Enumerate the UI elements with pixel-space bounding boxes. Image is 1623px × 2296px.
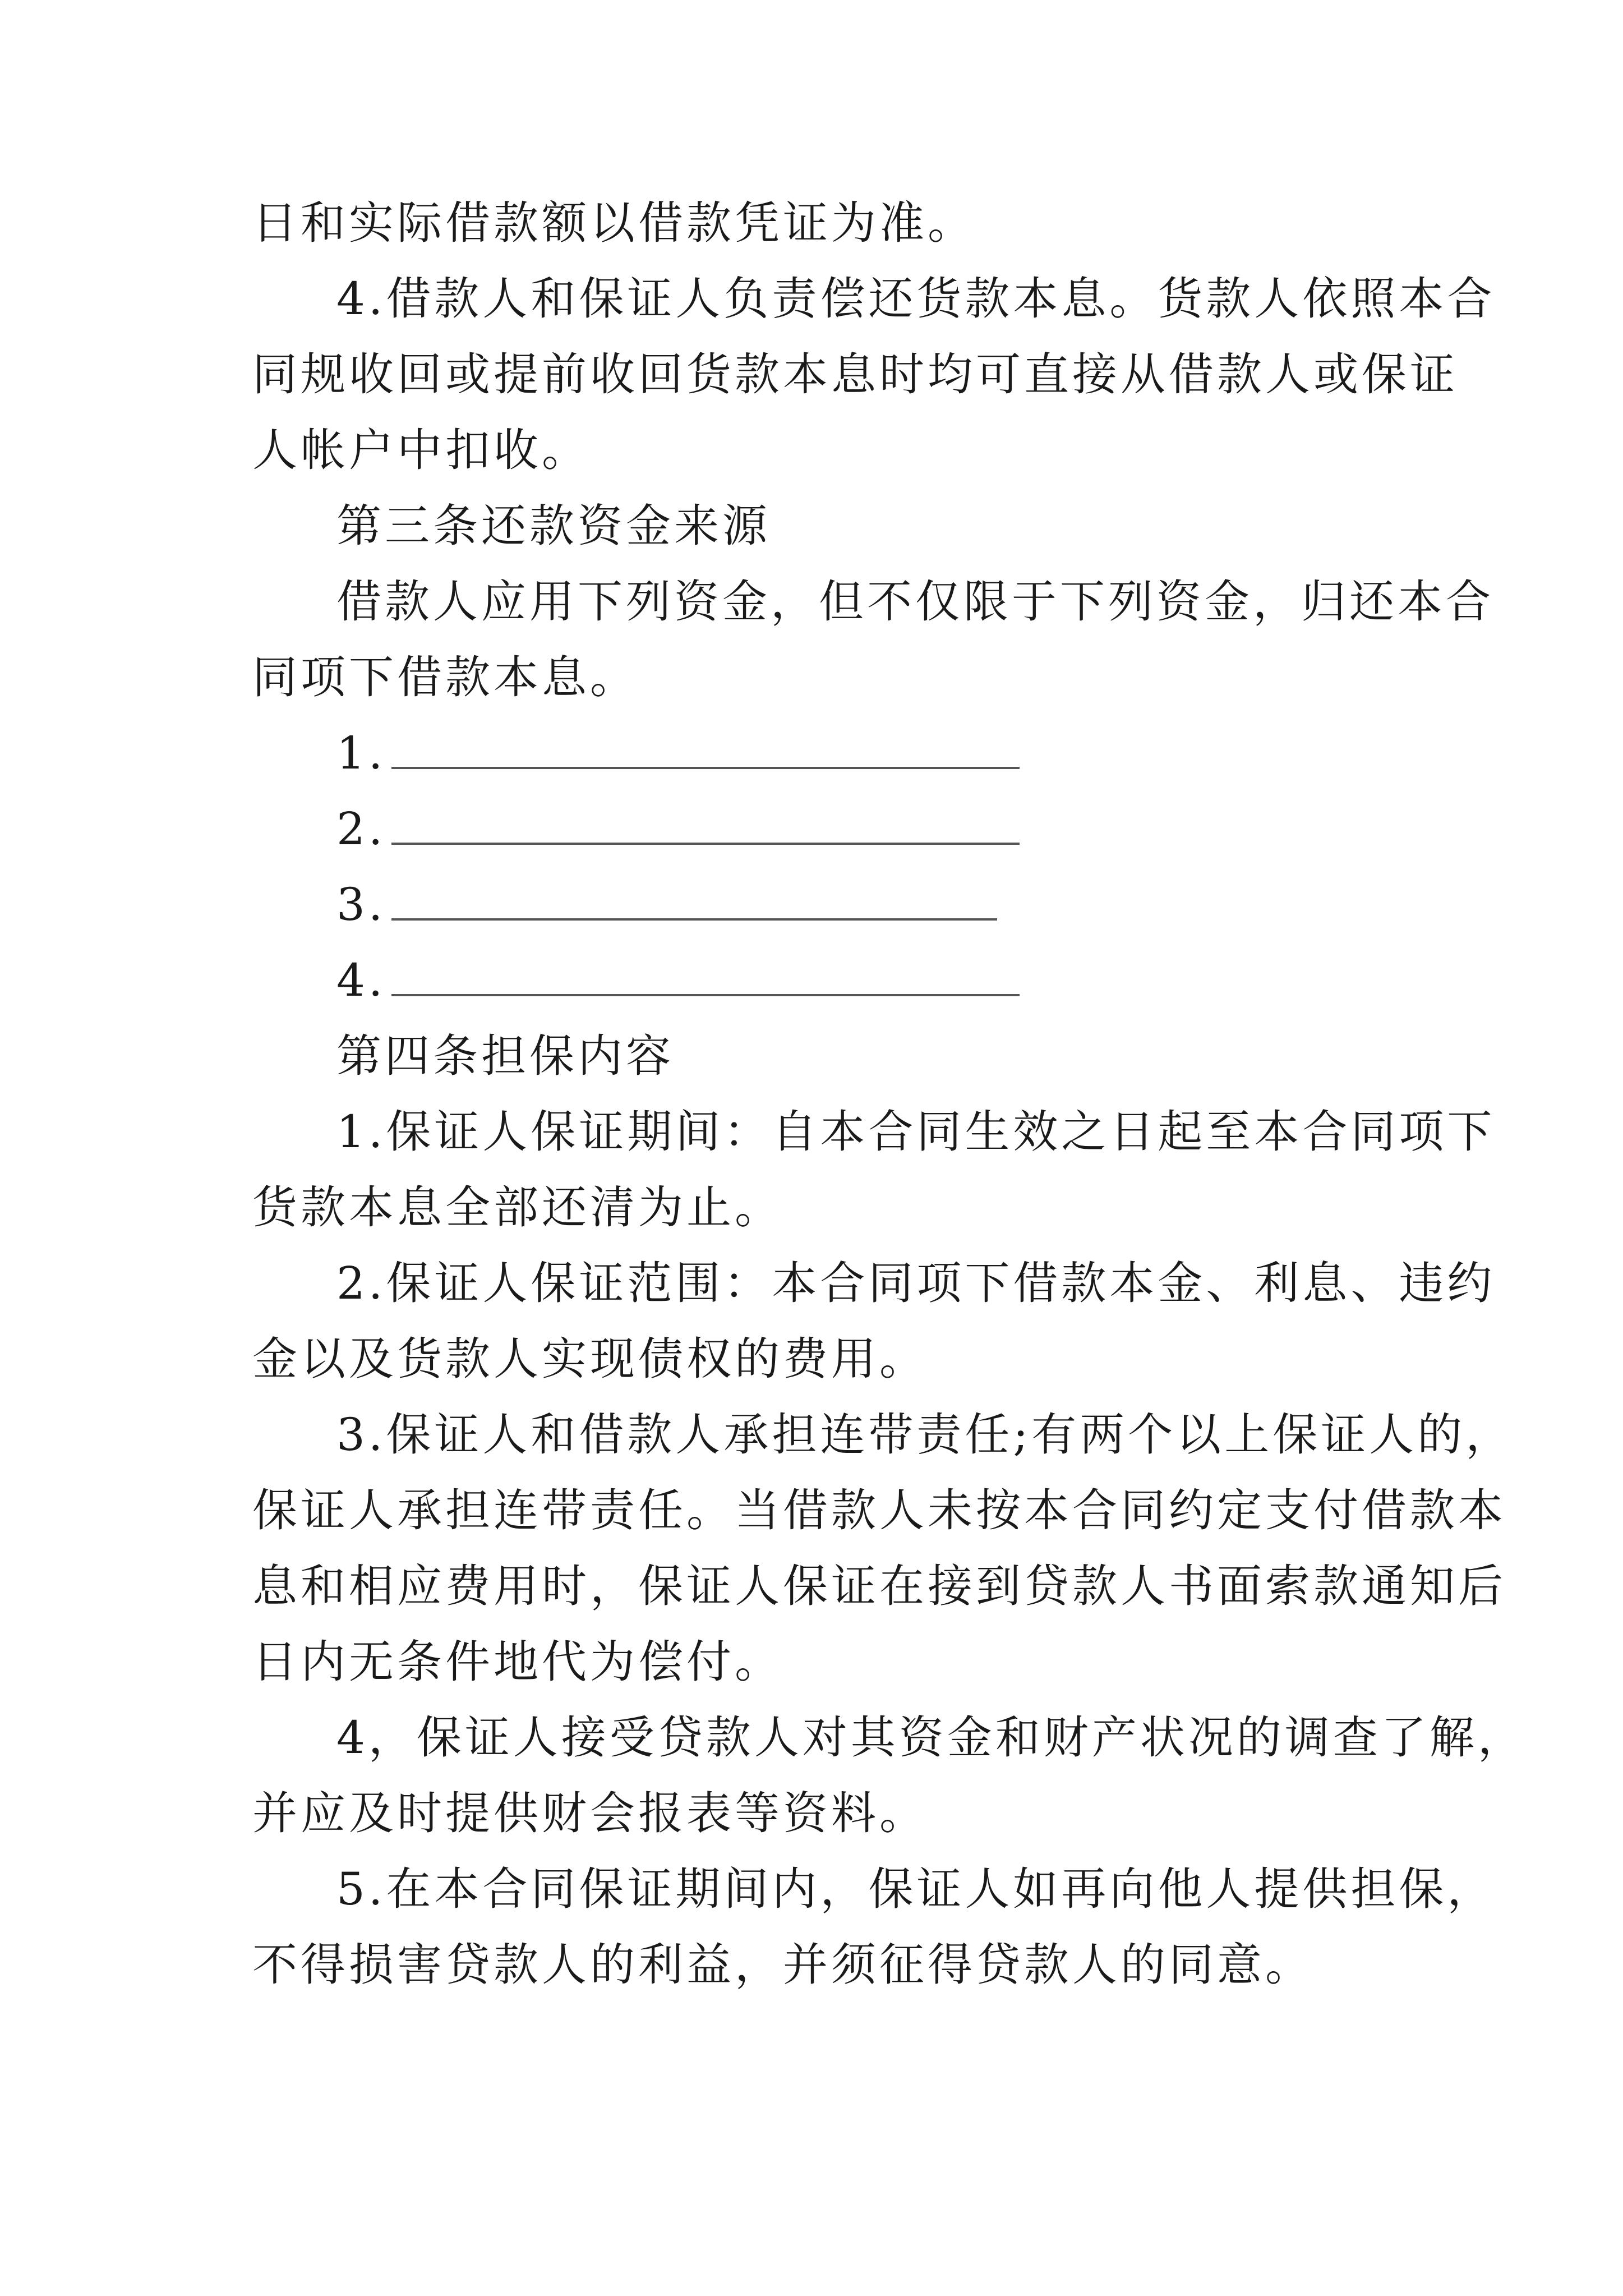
paragraph-line: 不得损害贷款人的利益，并须征得贷款人的同意。 [252,1939,1313,1991]
paragraph-line: 并应及时提供财会报表等资料。 [252,1787,928,1839]
document-body [252,185,1526,2003]
fill-in-blank-line [391,843,1020,845]
paragraph-line: 货款本息全部还清为止。 [252,1181,783,1234]
fill-in-blank-line [391,994,1020,996]
blank-item-3 [252,867,1380,942]
blank-item-number: 2. [336,803,386,855]
blank-item-1 [252,715,1380,791]
paragraph-line: 日和实际借款额以借款凭证为准。 [252,197,976,249]
paragraph-line: 保证人承担连带责任。当借款人未按本合同约定支付借款本 [252,1484,1506,1536]
paragraph-line: 3.保证人和借款人承担连带责任;有两个以上保证人的， [336,1409,1514,1461]
paragraph-line: 同项下借款本息。 [252,651,638,703]
paragraph-line: 人帐户中扣收。 [252,424,590,476]
article-3-heading: 第三条还款资金来源 [336,500,771,552]
paragraph-line: 息和相应费用时，保证人保证在接到贷款人书面索款通知后 [252,1560,1506,1612]
paragraph-line: 金以及货款人实现债权的费用。 [252,1333,928,1385]
clause-2-item-4-line: 4.借款人和保证人负责偿还货款本息。货款人依照本合 [336,273,1496,325]
paragraph-line: 4，保证人接受贷款人对其资金和财产状况的调查了解， [336,1711,1526,1764]
paragraph-line: 1.保证人保证期间：自本合同生效之日起至本合同项下 [336,1106,1496,1158]
blank-item-number: 1. [336,727,386,779]
paragraph-line: 日内无条件地代为偿付。 [252,1636,783,1688]
paragraph-line: 2.保证人保证范围：本合同项下借款本金、利息、违约 [336,1257,1496,1309]
article-4-heading: 第四条担保内容 [336,1030,674,1082]
paragraph-line: 借款人应用下列资金，但不仅限于下列资金，归还本合 [336,576,1494,628]
fill-in-blank-line [391,918,997,921]
fill-in-blank-line [391,767,1020,769]
blank-item-number: 3. [336,878,386,931]
blank-item-2 [252,791,1380,867]
blank-item-4 [252,942,1380,1018]
blank-item-number: 4. [336,954,386,1006]
paragraph-line: 同规收回或提前收回货款本息时均可直接从借款人或保证 [252,348,1458,401]
paragraph-line: 5.在本合同保证期间内，保证人如再向他人提供担保， [336,1863,1496,1915]
